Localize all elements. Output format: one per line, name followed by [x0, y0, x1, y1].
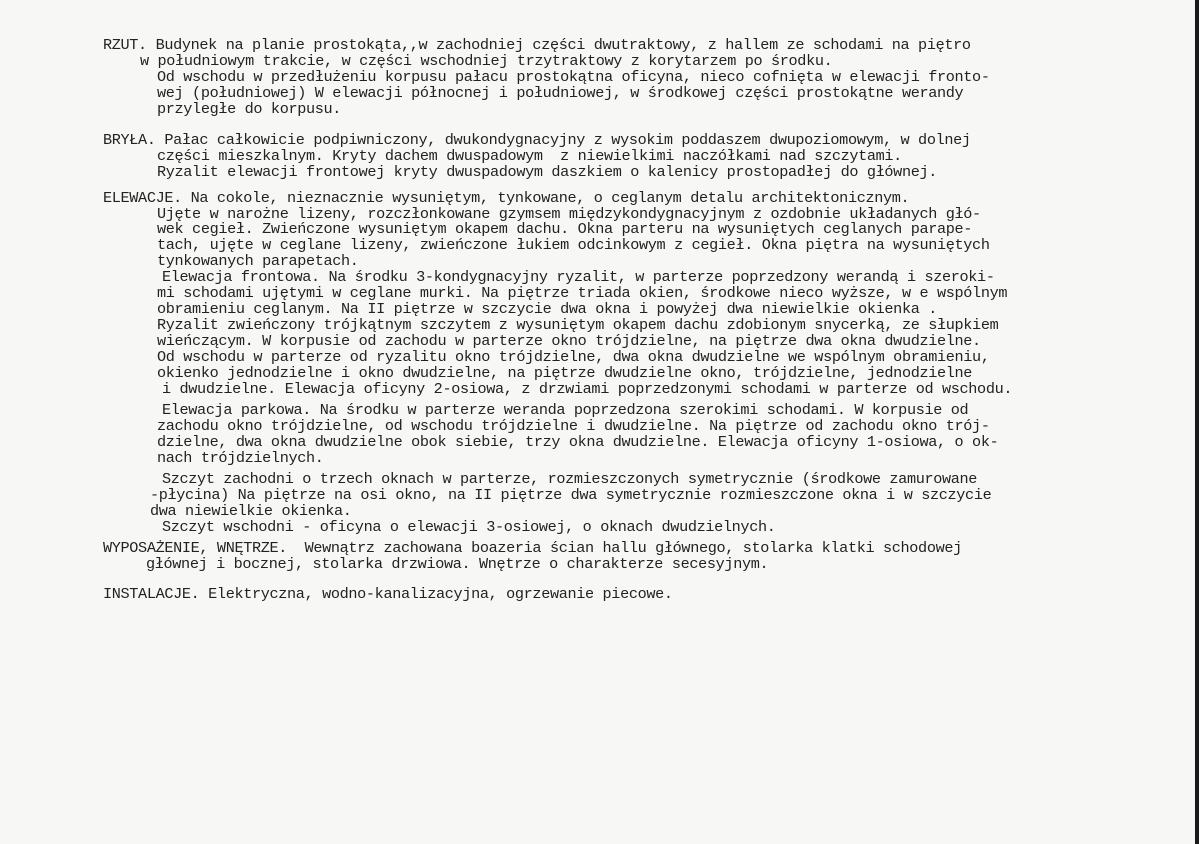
text-line-elewacja-parkowa: Elewacja parkowa. Na środku w parterze weranda poprzedzona szerokimi schodami. W korpusie od [162, 401, 969, 419]
text-line: Ryzalit zwieńczony trójkątnym szczytem z wysuniętym okapem dachu zdobionym snycerką, ze słupkiem [157, 316, 999, 334]
text-line: Od wschodu w przedłużeniu korpusu pałacu prostokątna oficyna, nieco cofnięta w elewacji fronto- [157, 68, 990, 86]
text-line-elewacja-frontowa: Elewacja frontowa. Na środku 3-kondygnacyjny ryzalit, w parterze poprzedzony werandą i szeroki- [162, 268, 995, 286]
text-line: -płycina) Na piętrze na osi okno, na II piętrze dwa symetrycznie rozmieszczone okna i w szczycie [150, 486, 992, 504]
text-line: mi schodami ujętymi w ceglane murki. Na piętrze triada okien, środkowe nieco wyższe, w e wspólnym [157, 284, 1008, 302]
text-line: przyległe do korpusu. [157, 100, 342, 118]
text-line: wieńczącym. W korpusie od zachodu w parterze okno trójdzielne, na piętrze dwa okna dwudzielne. [157, 332, 981, 350]
text-line: obramieniu ceglanym. Na II piętrze w szczycie dwa okna i powyżej dwa niewielkie okienka . [157, 300, 937, 318]
text-line-wyposazenie-heading: WYPOSAŻENIE, WNĘTRZE. Wewnątrz zachowana boazeria ścian hallu głównego, stolarka klatki schodowej [103, 539, 962, 557]
text-line: wej (południowej) W elewacji północnej i południowej, w środkowej części prostokątne werandy [157, 84, 964, 102]
text-line: nach trójdzielnych. [157, 449, 324, 467]
text-line: Ryzalit elewacji frontowej kryty dwuspadowym daszkiem o kalenicy prostopadłej do głównej. [157, 163, 937, 181]
text-line-szczyt-wschodni: Szczyt wschodni - oficyna o elewacji 3-osiowej, o oknach dwudzielnych. [162, 518, 776, 536]
text-line-szczyt-zachodni: Szczyt zachodni o trzech oknach w parterze, rozmieszczonych symetrycznie (środkowe zamurowane [162, 470, 978, 488]
text-line-rzut-heading: RZUT. Budynek na planie prostokąta,,w zachodniej części dwutraktowy, z hallem ze schodami na piętro [103, 36, 971, 54]
text-line: części mieszkalnym. Kryty dachem dwuspadowym z niewielkimi naczółkami nad szczytami. [157, 147, 902, 165]
text-line: tynkowanych parapetach. [157, 252, 359, 270]
text-line: wek cegieł. Zwieńczone wysuniętym okapem dachu. Okna parteru na wysuniętych ceglanych parape- [157, 220, 973, 238]
text-line: dwa niewielkie okienka. [150, 502, 352, 520]
text-line: w południowym trakcie, w części wschodniej trzytraktowy z korytarzem po środku. [140, 52, 833, 70]
text-line-bryla-heading: BRYŁA. Pałac całkowicie podpiwniczony, dwukondygnacyjny z wysokim poddaszem dwupoziomowym, w dolnej [103, 131, 971, 149]
text-line-instalacje-heading: INSTALACJE. Elektryczna, wodno-kanalizacyjna, ogrzewanie piecowe. [103, 585, 673, 603]
text-line: dzielne, dwa okna dwudzielne obok siebie, trzy okna dwudzielne. Elewacja oficyny 1-osiowa, o ok- [157, 433, 999, 451]
text-line: głównej i bocznej, stolarka drzwiowa. Wnętrze o charakterze secesyjnym. [146, 555, 769, 573]
text-line: i dwudzielne. Elewacja oficyny 2-osiowa, z drzwiami poprzedzonymi schodami w parterze od wschodu. [162, 380, 1013, 398]
text-line: zachodu okno trójdzielne, od wschodu trójdzielne i dwudzielne. Na piętrze od zachodu okno trój- [157, 417, 990, 435]
text-line: okienko jednodzielne i okno dwudzielne, na piętrze dwudzielne okno, trójdzielne, jednodzielne [157, 364, 973, 382]
text-line: tach, ujęte w ceglane lizeny, zwieńczone łukiem odcinkowym z cegieł. Okna piętra na wysuniętych [157, 236, 990, 254]
text-line: Od wschodu w parterze od ryzalitu okno trójdzielne, dwa okna dwudzielne we wspólnym obramieniu, [157, 348, 990, 366]
text-line: Ujęte w narożne lizeny, rozczłonkowane gzymsem międzykondygnacyjnym z ozdobnie układanych głó- [157, 205, 981, 223]
text-line-elewacje-heading: ELEWACJE. Na cokole, nieznacznie wysuniętym, tynkowane, o ceglanym detalu architektonicznym. [103, 189, 910, 207]
